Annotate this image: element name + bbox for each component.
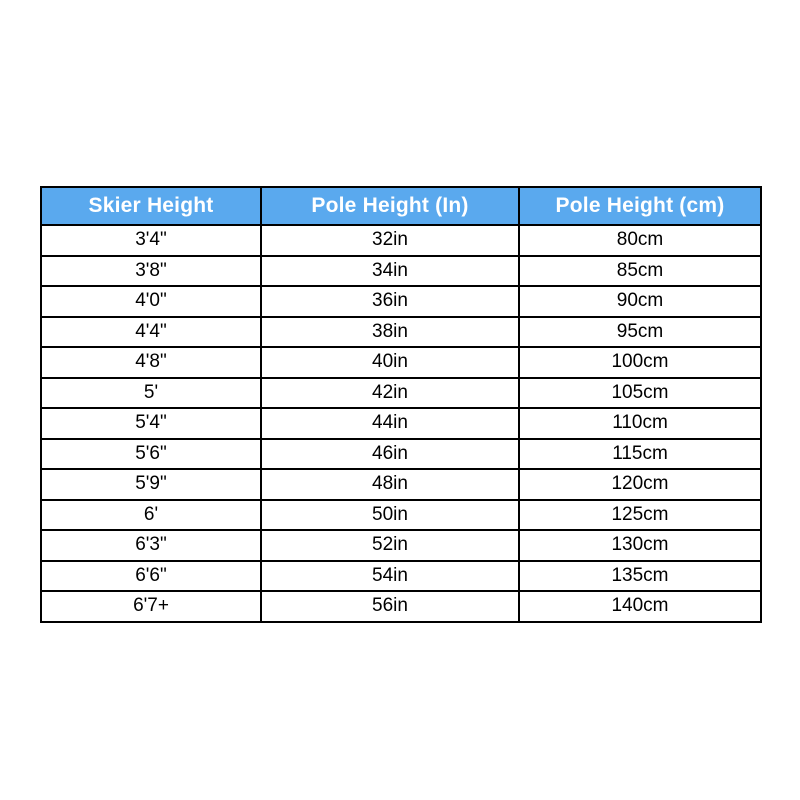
table-row bbox=[41, 408, 761, 439]
cell-skier-height: 3'4" bbox=[41, 225, 261, 256]
cell-skier-height: 4'8" bbox=[41, 347, 261, 378]
cell-skier-height: 6'3" bbox=[41, 530, 261, 561]
pole-size-chart-table bbox=[40, 186, 762, 623]
cell-pole-height-cm: 95cm bbox=[519, 317, 761, 348]
cell-pole-height-in: 48in bbox=[261, 469, 519, 500]
cell-pole-height-in: 36in bbox=[261, 286, 519, 317]
cell-pole-height-in: 46in bbox=[261, 439, 519, 470]
cell-pole-height-cm: 120cm bbox=[519, 469, 761, 500]
cell-pole-height-cm: 110cm bbox=[519, 408, 761, 439]
cell-pole-height-in: 42in bbox=[261, 378, 519, 409]
cell-pole-height-in: 40in bbox=[261, 347, 519, 378]
cell-pole-height-in: 56in bbox=[261, 591, 519, 622]
cell-pole-height-cm: 105cm bbox=[519, 378, 761, 409]
cell-skier-height: 6'6" bbox=[41, 561, 261, 592]
column-header-pole-height-cm: Pole Height (cm) bbox=[519, 187, 761, 225]
cell-skier-height: 3'8" bbox=[41, 256, 261, 287]
table-row bbox=[41, 347, 761, 378]
table-body bbox=[41, 225, 761, 622]
table-row bbox=[41, 286, 761, 317]
cell-pole-height-cm: 115cm bbox=[519, 439, 761, 470]
cell-skier-height: 5'4" bbox=[41, 408, 261, 439]
cell-pole-height-cm: 85cm bbox=[519, 256, 761, 287]
cell-skier-height: 4'4" bbox=[41, 317, 261, 348]
cell-skier-height: 6'7+ bbox=[41, 591, 261, 622]
cell-pole-height-cm: 140cm bbox=[519, 591, 761, 622]
cell-skier-height: 6' bbox=[41, 500, 261, 531]
table-row bbox=[41, 500, 761, 531]
cell-pole-height-cm: 90cm bbox=[519, 286, 761, 317]
cell-pole-height-in: 32in bbox=[261, 225, 519, 256]
cell-skier-height: 5'6" bbox=[41, 439, 261, 470]
cell-pole-height-cm: 80cm bbox=[519, 225, 761, 256]
table-row bbox=[41, 469, 761, 500]
table-row bbox=[41, 591, 761, 622]
cell-pole-height-cm: 130cm bbox=[519, 530, 761, 561]
table-header bbox=[41, 187, 761, 225]
cell-pole-height-in: 44in bbox=[261, 408, 519, 439]
cell-pole-height-in: 54in bbox=[261, 561, 519, 592]
size-chart-container bbox=[40, 186, 760, 623]
cell-skier-height: 5'9" bbox=[41, 469, 261, 500]
cell-skier-height: 4'0" bbox=[41, 286, 261, 317]
cell-pole-height-in: 52in bbox=[261, 530, 519, 561]
table-row bbox=[41, 530, 761, 561]
cell-pole-height-cm: 135cm bbox=[519, 561, 761, 592]
table-row bbox=[41, 225, 761, 256]
column-header-skier-height: Skier Height bbox=[41, 187, 261, 225]
cell-pole-height-in: 34in bbox=[261, 256, 519, 287]
cell-pole-height-in: 50in bbox=[261, 500, 519, 531]
table-row bbox=[41, 256, 761, 287]
column-header-pole-height-in: Pole Height (In) bbox=[261, 187, 519, 225]
table-row bbox=[41, 439, 761, 470]
cell-skier-height: 5' bbox=[41, 378, 261, 409]
cell-pole-height-cm: 125cm bbox=[519, 500, 761, 531]
cell-pole-height-in: 38in bbox=[261, 317, 519, 348]
table-row bbox=[41, 561, 761, 592]
cell-pole-height-cm: 100cm bbox=[519, 347, 761, 378]
table-header-row bbox=[41, 187, 761, 225]
table-row bbox=[41, 378, 761, 409]
table-row bbox=[41, 317, 761, 348]
